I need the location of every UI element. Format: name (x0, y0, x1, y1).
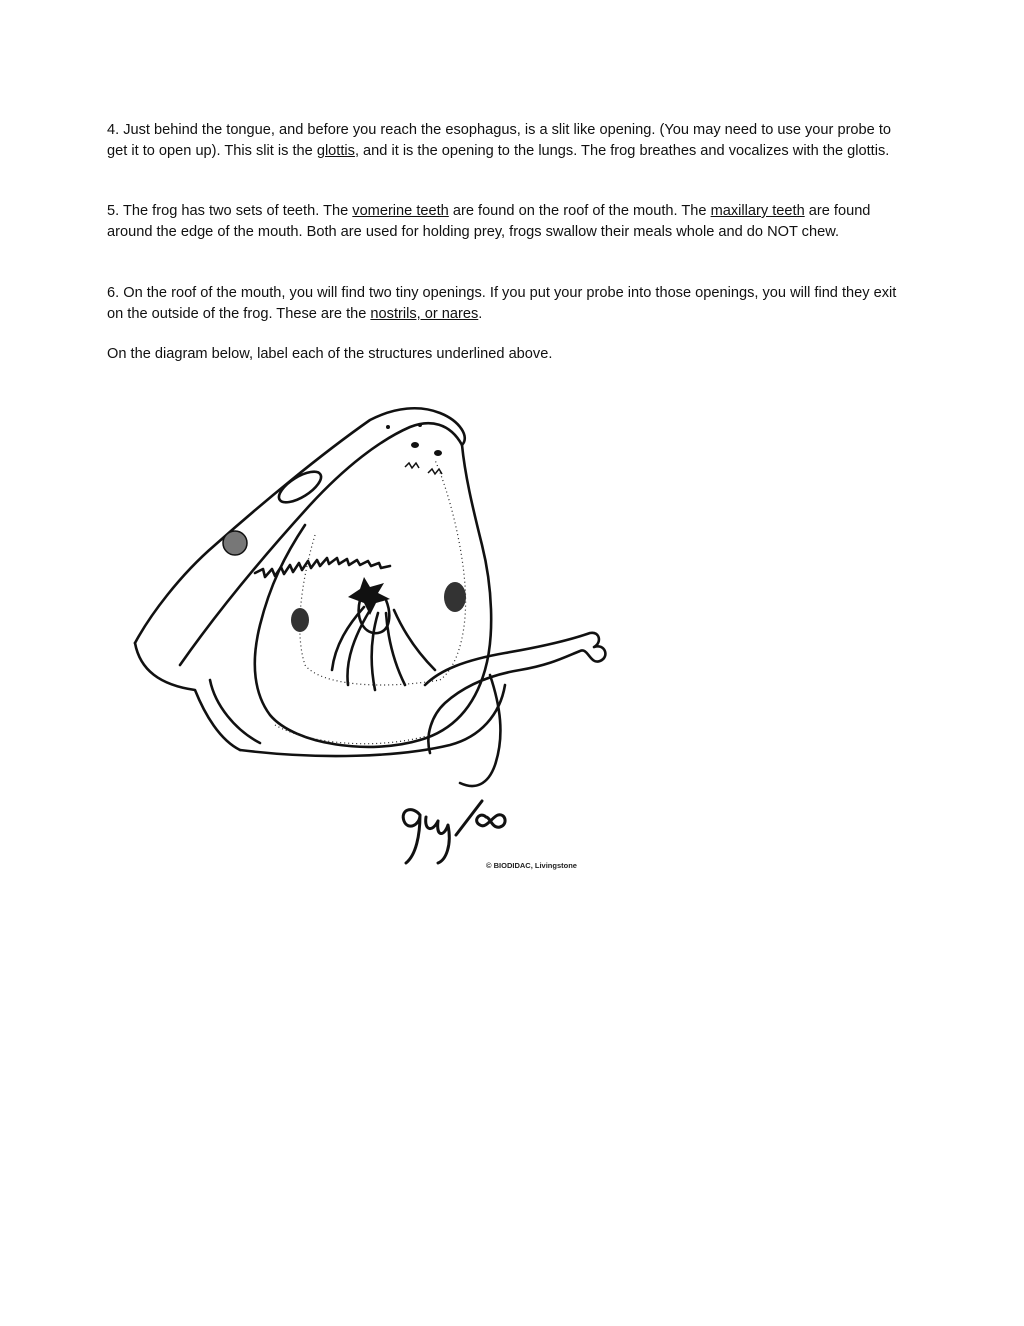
instruction-text: On the diagram below, label each of the structures underlined above. (107, 346, 553, 362)
lower-jaw (240, 685, 505, 756)
internal-naris-right (434, 450, 442, 456)
text: are found around the edge of the mouth. Both are used for holding prey, frogs swallow their meals whole and do NOT chew. (107, 203, 871, 240)
paragraph-teeth (107, 201, 907, 243)
tympanum (223, 531, 247, 555)
underlined-term-nares: nostrils, or nares (370, 306, 479, 322)
text: are found on the roof of the mouth. The (448, 203, 711, 219)
tongue-outline (425, 633, 605, 753)
lower-head-outline (135, 643, 240, 750)
snout-dot (386, 425, 390, 429)
glottis-slit (348, 577, 390, 615)
vomerine-teeth (405, 463, 442, 474)
text: . (478, 306, 483, 322)
paragraph-glottis (107, 120, 907, 162)
roof-dotted-line (300, 460, 466, 685)
internal-naris-left (411, 442, 419, 448)
text: 4. Just behind the tongue, and before you reach the esophagus, is a slit like opening. (You may need to use your probe to get it to open up). This slit is the (107, 122, 892, 159)
underlined-term-maxillary-teeth: maxillary teeth (710, 203, 805, 219)
text: 6. On the roof of the mouth, you will find two tiny openings. If you put your probe into those openings, you will find they exit on the outside of the frog. These are the (107, 285, 897, 322)
dark-patch-right (444, 582, 466, 612)
dark-patch-left (291, 608, 309, 632)
frog-mouth-diagram (120, 385, 640, 885)
text: , and it is the opening to the lungs. The frog breathes and vocalizes with the glottis. (354, 143, 890, 159)
signature (403, 801, 505, 863)
maxillary-teeth (255, 558, 390, 577)
cheek-line (210, 680, 260, 743)
snout-dot (418, 423, 422, 427)
paragraph-nares (107, 283, 907, 325)
figure-credit: © BIODIDAC, Livingstone (486, 861, 577, 870)
glottis-folds (332, 607, 435, 690)
underlined-term-glottis: glottis (316, 143, 355, 159)
underlined-term-vomerine-teeth: vomerine teeth (352, 203, 449, 219)
text: 5. The frog has two sets of teeth. The (107, 203, 353, 219)
